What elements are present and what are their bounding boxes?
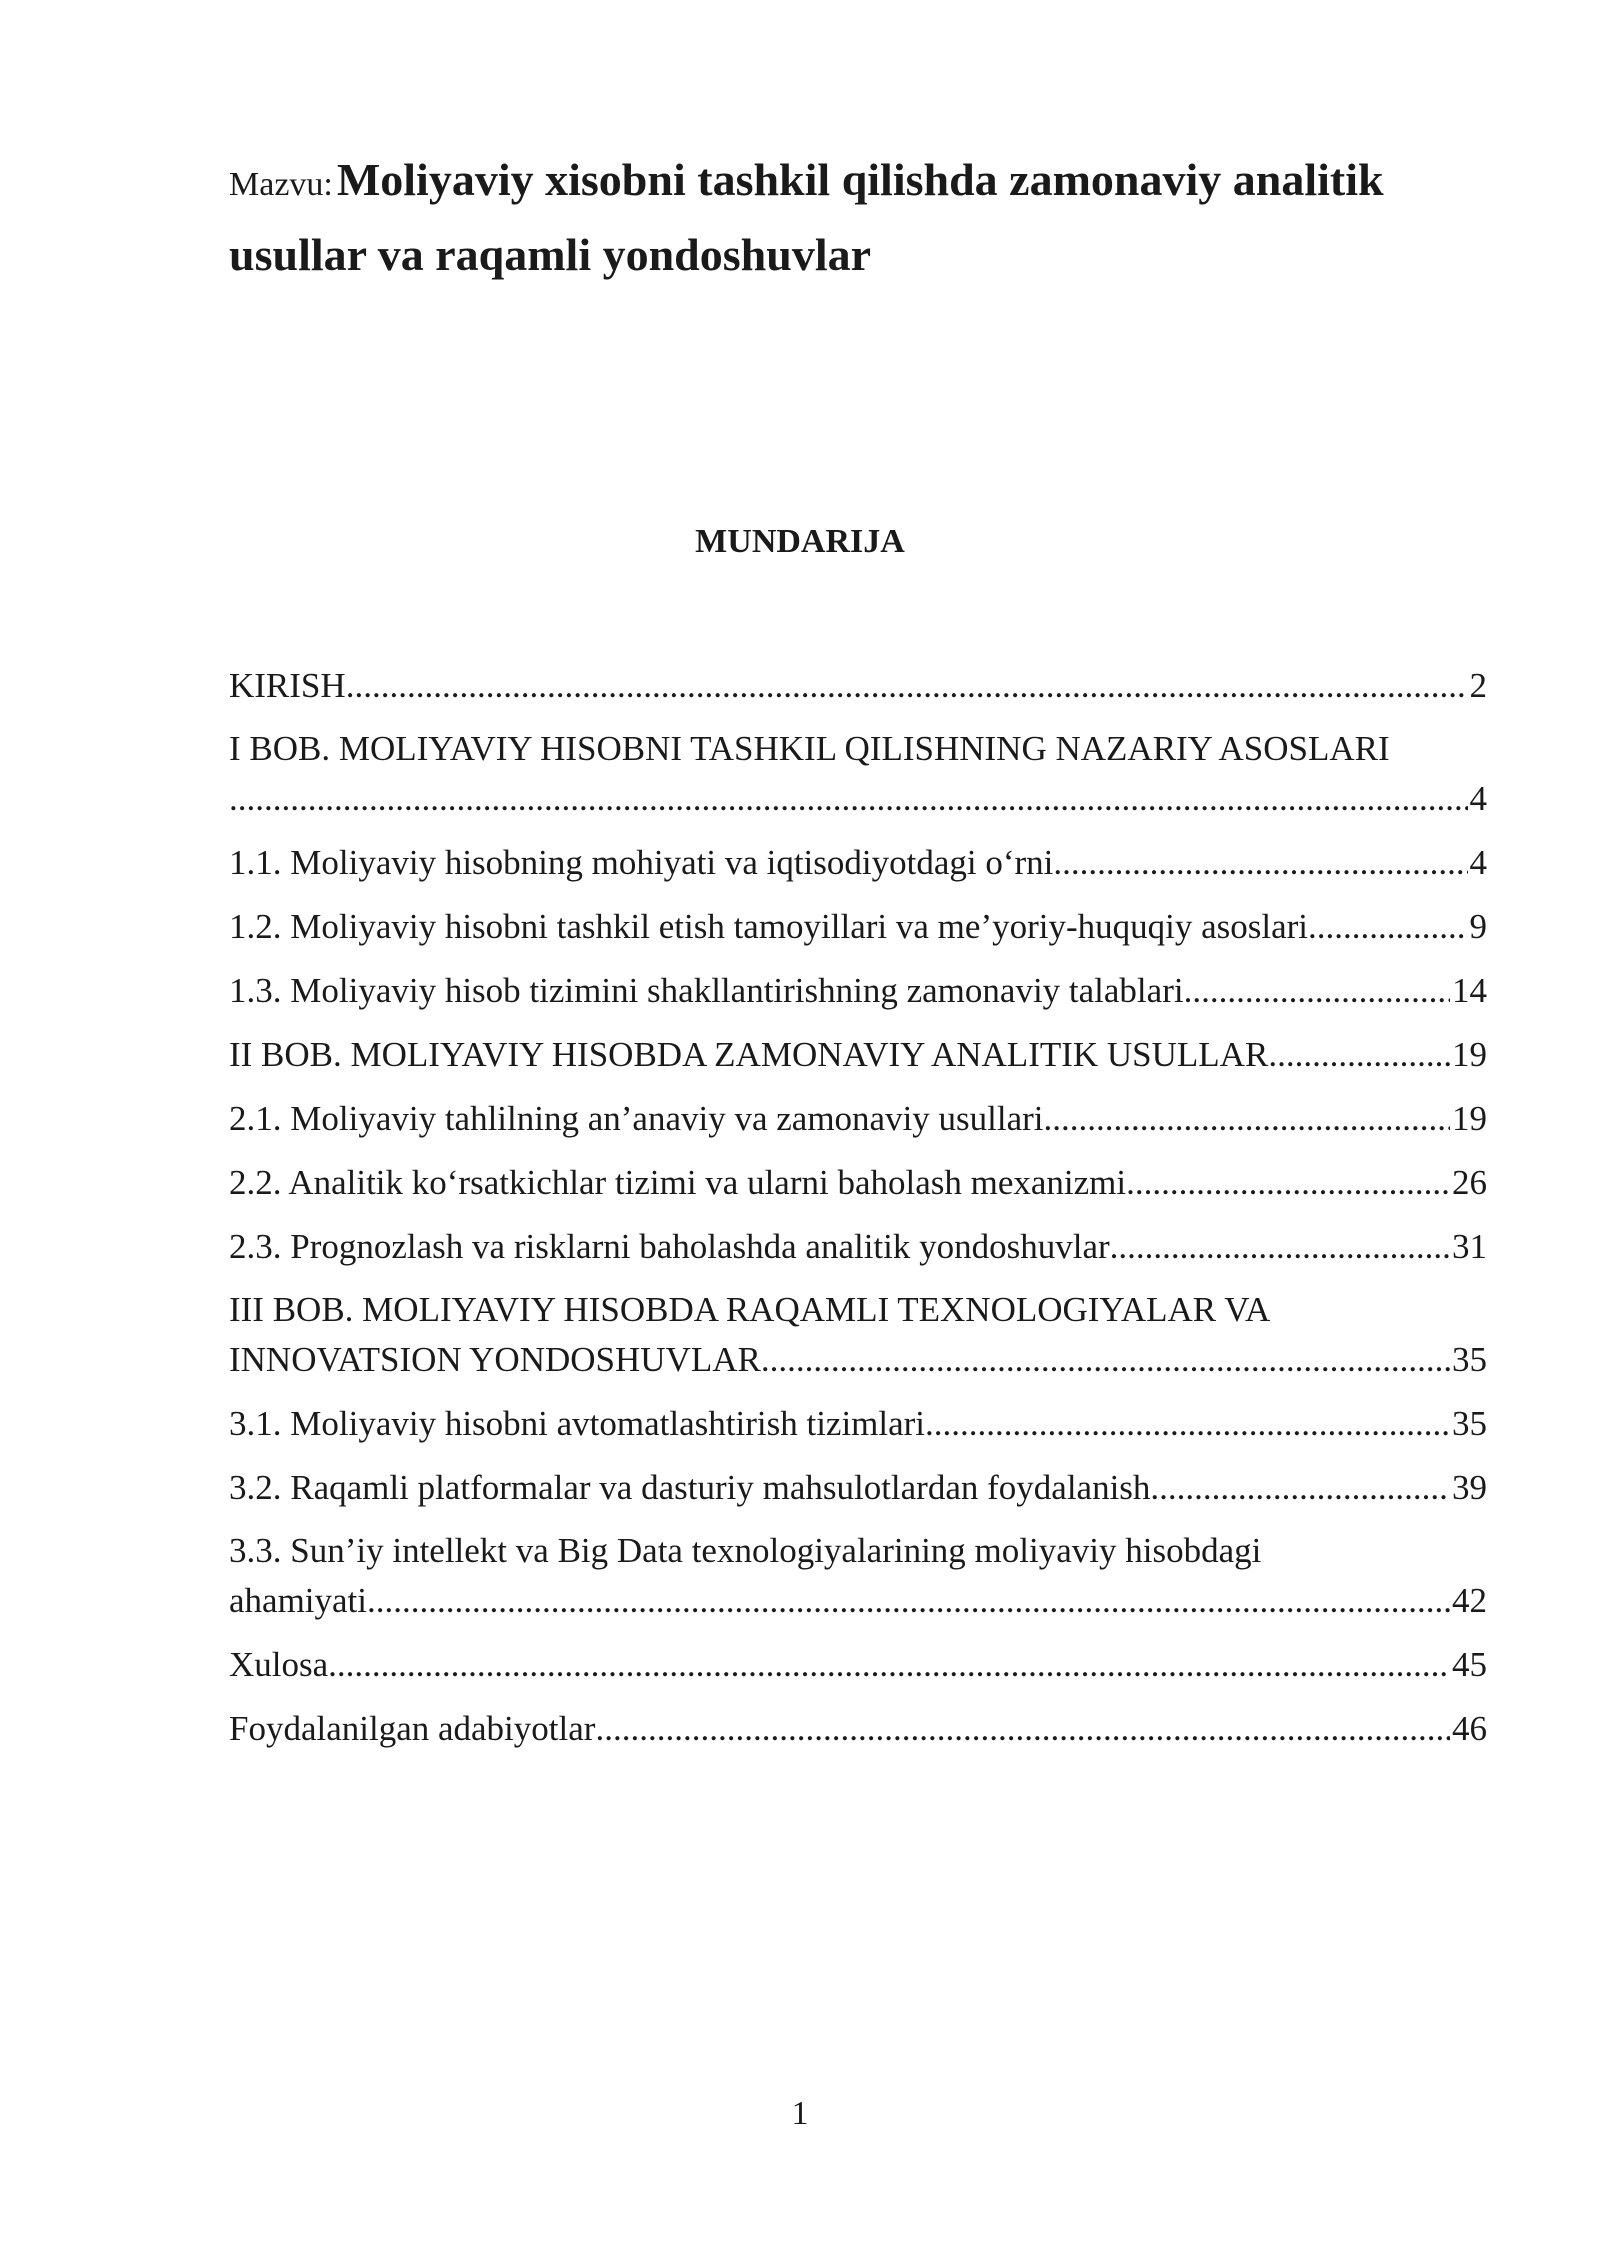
- toc-entry-section-2-2[interactable]: [229, 1157, 1487, 1221]
- dot-leader: [328, 1639, 1450, 1690]
- toc-entry-title: KIRISH: [229, 666, 346, 705]
- dot-leader: [925, 1398, 1450, 1449]
- toc-entry-section-3-2[interactable]: [229, 1462, 1487, 1526]
- toc-entry-references[interactable]: [229, 1703, 1487, 1767]
- toc-entry-page: 42: [1452, 1581, 1487, 1620]
- toc-entry-title: III BOB. MOLIYAVIY HISOBDA RAQAMLI TEXNOLOGIYALAR VA: [229, 1290, 1271, 1329]
- toc-entry-section-1-2[interactable]: [229, 901, 1487, 965]
- toc-entry-page: 31: [1452, 1227, 1487, 1266]
- toc-heading: MUNDARIJA: [695, 523, 905, 560]
- toc-entry-title: 3.2. Raqamli platformalar va dasturiy mahsulotlardan foydalanish: [229, 1468, 1151, 1507]
- toc-entry-page: 46: [1452, 1709, 1487, 1748]
- toc-entry-page: 4: [1469, 843, 1487, 882]
- toc-entry-section-3-1[interactable]: [229, 1398, 1487, 1462]
- toc-entry-title: 3.3. Sun’iy intellekt va Big Data texnologiyalarining moliyaviy hisobdagi: [229, 1531, 1262, 1570]
- toc-entry-title: 2.1. Moliyaviy tahlilning an’anaviy va zamonaviy usullari: [229, 1099, 1044, 1138]
- toc-entry-page: 14: [1452, 971, 1487, 1010]
- toc-entry-title: II BOB. MOLIYAVIY HISOBDA ZAMONAVIY ANALITIK USULLAR: [229, 1035, 1269, 1074]
- toc-entry-page: 9: [1469, 907, 1487, 946]
- toc-entry-title: Foydalanilgan adabiyotlar: [229, 1709, 596, 1748]
- toc-entry-page: 19: [1452, 1035, 1487, 1074]
- dot-leader: [367, 1576, 1450, 1626]
- toc-entry-section-3-3[interactable]: [229, 1526, 1487, 1639]
- toc-entry-page: 19: [1452, 1099, 1487, 1138]
- toc-entry-title-continued: ahamiyati: [229, 1581, 368, 1620]
- dot-leader: [761, 1335, 1450, 1385]
- toc-entry-section-2-3[interactable]: [229, 1221, 1487, 1285]
- toc-entry-title: 3.1. Moliyaviy hisobni avtomatlashtirish tizimlari: [229, 1404, 926, 1443]
- table-of-contents: [229, 660, 1487, 1767]
- toc-entry-title: Xulosa: [229, 1645, 329, 1684]
- topic-title: Moliyaviy xisobni tashkil qilishda zamonaviy analitik usullar va raqamli yondoshuvlar: [229, 154, 1384, 280]
- topic-label: Mazvu:: [229, 166, 333, 203]
- toc-entry-title-continued: INNOVATSION YONDOSHUVLAR: [229, 1340, 761, 1379]
- page-number: 1: [791, 2095, 809, 2132]
- dot-leader: [1308, 901, 1467, 952]
- dot-leader: [346, 660, 1468, 711]
- toc-entry-chapter-3[interactable]: [229, 1285, 1487, 1398]
- toc-entry-title: I BOB. MOLIYAVIY HISOBNI TASHKIL QILISHNING NAZARIY ASOSLARI: [229, 729, 1390, 768]
- toc-entry-chapter-2[interactable]: [229, 1029, 1487, 1093]
- toc-entry-section-1-1[interactable]: [229, 837, 1487, 901]
- toc-entry-introduction[interactable]: [229, 660, 1487, 724]
- toc-entry-page: 35: [1452, 1404, 1487, 1443]
- toc-entry-section-1-3[interactable]: [229, 965, 1487, 1029]
- toc-entry-page: 4: [1469, 779, 1487, 818]
- toc-entry-title: 2.2. Analitik ko‘rsatkichlar tizimi va ularni baholash mexanizmi: [229, 1163, 1127, 1202]
- dot-leader: [1110, 1221, 1450, 1272]
- toc-entry-page: 35: [1452, 1340, 1487, 1379]
- toc-entry-title: 1.1. Moliyaviy hisobning mohiyati va iqtisodiyotdagi o‘rni: [229, 843, 1054, 882]
- toc-entry-title: 2.3. Prognozlash va risklarni baholashda analitik yondoshuvlar: [229, 1227, 1110, 1266]
- toc-entry-title: 1.2. Moliyaviy hisobni tashkil etish tamoyillari va me’yoriy-huquqiy asoslari: [229, 907, 1309, 946]
- dot-leader: [1150, 1462, 1450, 1513]
- topic-block: [229, 148, 1499, 298]
- toc-entry-conclusion[interactable]: [229, 1639, 1487, 1703]
- dot-leader: [229, 774, 1468, 824]
- dot-leader: [1053, 837, 1467, 888]
- dot-leader: [1044, 1093, 1450, 1144]
- dot-leader: [595, 1703, 1450, 1754]
- toc-entry-chapter-1[interactable]: [229, 724, 1487, 837]
- toc-entry-page: 39: [1452, 1468, 1487, 1507]
- toc-entry-page: 2: [1469, 666, 1487, 705]
- dot-leader: [1268, 1029, 1450, 1080]
- toc-entry-page: 26: [1452, 1163, 1487, 1202]
- toc-entry-section-2-1[interactable]: [229, 1093, 1487, 1157]
- toc-entry-title: 1.3. Moliyaviy hisob tizimini shakllantirishning zamonaviy talablari: [229, 971, 1184, 1010]
- dot-leader: [1184, 965, 1450, 1016]
- toc-entry-page: 45: [1452, 1645, 1487, 1684]
- dot-leader: [1126, 1157, 1450, 1208]
